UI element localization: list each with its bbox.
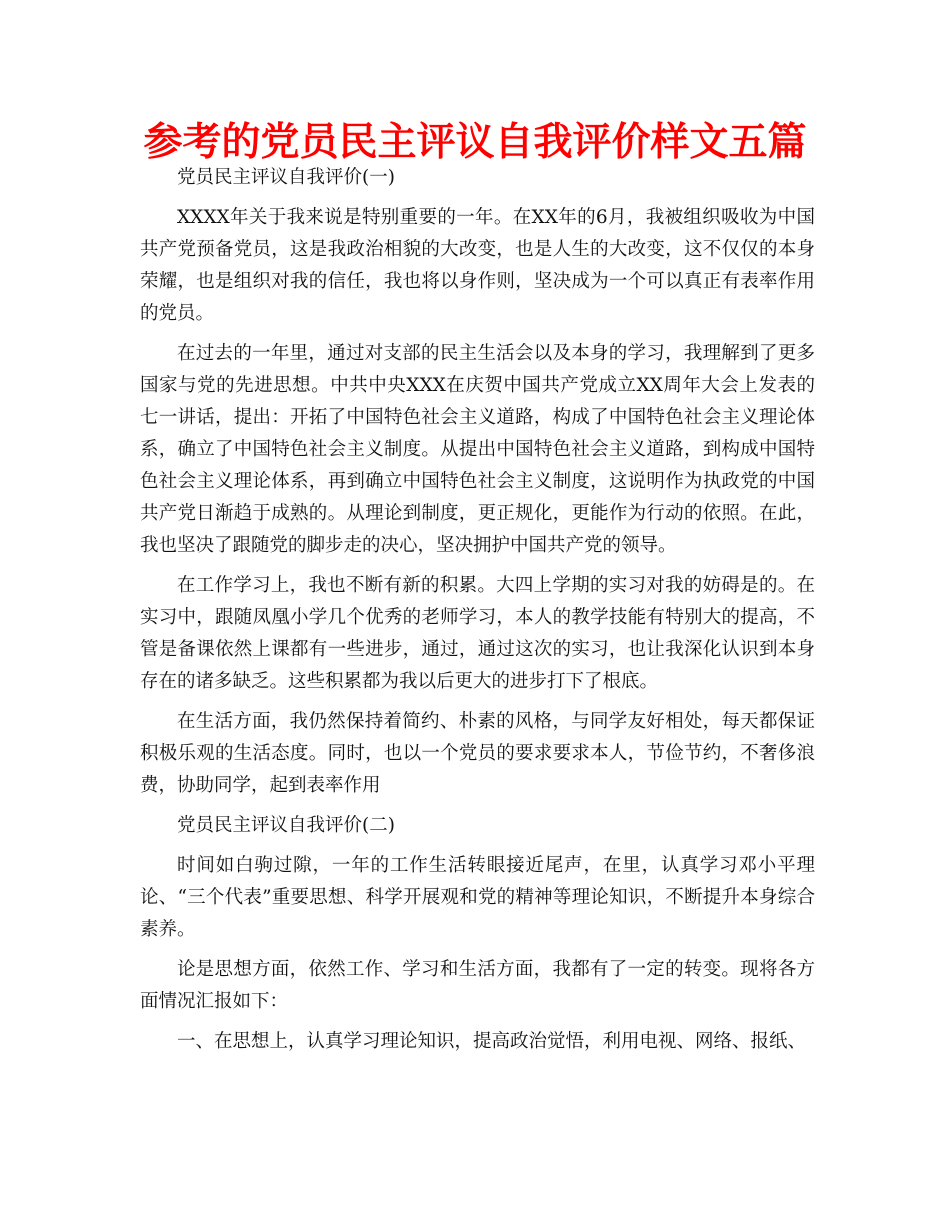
body-paragraph: 论是思想方面，依然工作、学习和生活方面，我都有了一定的转变。现将各方面情况汇报如下： (140, 959, 815, 1012)
document-title: 参考的党员民主评议自我评价样文五篇 (143, 120, 807, 165)
section-heading-1: 党员民主评议自我评价(一) (177, 167, 395, 188)
section-heading-2: 党员民主评议自我评价(二) (177, 815, 395, 836)
document-body (140, 162, 815, 1058)
body-paragraph: 一、在思想上，认真学习理论知识，提高政治觉悟，利用电视、网络、报纸、 (177, 1031, 807, 1052)
body-paragraph: 时间如白驹过隙，一年的工作生活转眼接近尾声，在里，认真学习邓小平理论、“三个代表”重要思想、科学开展观和党的精神等理论知识，不断提升本身综合素养。 (140, 855, 815, 940)
body-paragraph: 在工作学习上，我也不断有新的积累。大四上学期的实习对我的妨碍是的。在实习中，跟随凤凰小学几个优秀的老师学习，本人的教学技能有特别大的提高，不管是备课依然上课都有一些进步，通过，通过这次的实习，也让我深化认识到本身存在的诸多缺乏。这些积累都为我以后更大的进步打下了根底。 (140, 575, 815, 692)
body-paragraph: 在生活方面，我仍然保持着简约、朴素的风格，与同学友好相处，每天都保证积极乐观的生活态度。同时，也以一个党员的要求要求本人，节俭节约，不奢侈浪费，协助同学，起到表率作用 (140, 711, 815, 796)
body-paragraph: 在过去的一年里，通过对支部的民主生活会以及本身的学习，我理解到了更多国家与党的先进思想。中共中央XXX在庆贺中国共产党成立XX周年大会上发表的七一讲话，提出：开拓了中国特色社会主义道路，构成了中国特色社会主义理论体系，确立了中国特色社会主义制度。从提出中国特色社会主义道路，到构成中国特色社会主义理论体系，再到确立中国特色社会主义制度，这说明作为执政党的中国共产党日渐趋于成熟的。从理论到制度，更正规化，更能作为行动的依照。在此，我也坚决了跟随党的脚步走的决心，坚决拥护中国共产党的领导。 (140, 343, 815, 556)
body-paragraph: XXXX年关于我来说是特别重要的一年。在XX年的6月，我被组织吸收为中国共产党预备党员，这是我政治相貌的大改变，也是人生的大改变，这不仅仅的本身荣耀，也是组织对我的信任，我也将以身作则，坚决成为一个可以真正有表率作用的党员。 (140, 207, 815, 324)
